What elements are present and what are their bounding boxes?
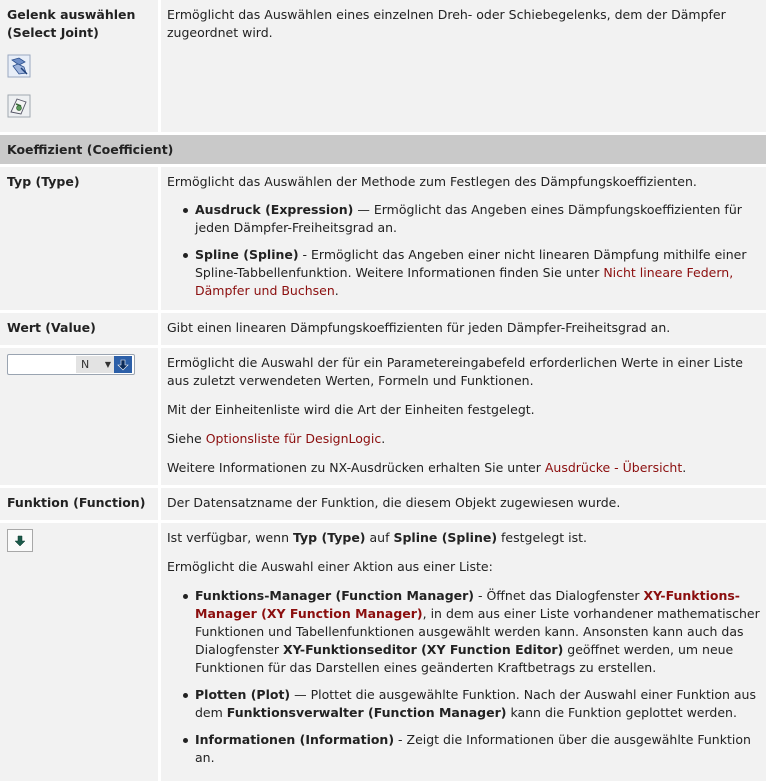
term-cell (0, 0, 160, 134)
description-cell (160, 312, 766, 347)
option-list (167, 201, 760, 300)
text: , in dem aus einer Liste vorhandener mathematischer Funktionen und Tabellenfunktionen ausgewählt werden kann. Ansonsten kann auch das Dialogfenster (195, 606, 760, 657)
table-row (0, 0, 766, 134)
list-item (195, 246, 760, 300)
list-item (195, 201, 760, 237)
description-cell (160, 347, 766, 487)
section-row (0, 134, 766, 166)
designlogic-link[interactable]: Optionsliste für DesignLogic (206, 431, 382, 446)
function-options-button[interactable] (7, 529, 33, 552)
description-cell (160, 487, 766, 522)
description: Der Datensatzname der Funktion, die diesem Objekt zugewiesen wurde. (167, 494, 760, 512)
arrow-down-icon (14, 535, 26, 547)
text: festgelegt ist. (497, 530, 587, 545)
term-label: Typ (Type) (7, 174, 80, 189)
list-item (195, 686, 760, 722)
paragraph (167, 529, 760, 547)
text: Siehe (167, 431, 206, 446)
table-row (0, 522, 766, 783)
table-row (0, 347, 766, 487)
table-row (0, 487, 766, 522)
arrow-down-icon (117, 359, 129, 371)
bold-text: XY-Funktionseditor (XY Function Editor) (283, 642, 563, 657)
xy-function-manager-link[interactable]: XY-Funktions-Manager (XY Function Manager) (195, 588, 740, 621)
bold-text: Funktionsverwalter (Function Manager) (227, 705, 507, 720)
text: — Plottet die ausgewählte Funktion. Nach der Auswahl einer Funktion aus dem (195, 687, 756, 720)
bold-text: Spline (Spline) (393, 530, 497, 545)
term-cell (0, 312, 160, 347)
select-joint-icon[interactable] (7, 54, 31, 78)
text: . (682, 460, 686, 475)
paragraph: Ermöglicht die Auswahl der für ein Parametereingabefeld erforderlichen Werte in einer Liste aus zuletzt verwendeten Werten, Formeln und Funktionen. (167, 354, 760, 390)
description: Ermöglicht das Auswählen der Methode zum Festlegen des Dämpfungskoeffizienten. (167, 173, 760, 191)
text: - Öffnet das Dialogfenster (474, 588, 644, 603)
term-cell (0, 347, 160, 487)
value-field-widget (7, 354, 135, 375)
option-text: — Ermöglicht das Angeben eines Dämpfungskoeffizienten für jeden Dämpfer-Freiheitsgrad an. (195, 202, 742, 235)
term-label: Funktion (Function) (7, 495, 145, 510)
option-text-end: . (335, 283, 339, 298)
select-joint-alt-icon[interactable] (7, 94, 31, 118)
paragraph (167, 430, 760, 448)
text: auf (366, 530, 394, 545)
action-list (167, 587, 760, 767)
expressions-link[interactable]: Ausdrücke - Übersicht (545, 460, 682, 475)
paragraph: Ermöglicht die Auswahl einer Aktion aus einer Liste: (167, 558, 760, 576)
text: Ist verfügbar, wenn (167, 530, 293, 545)
text: kann die Funktion geplottet werden. (506, 705, 736, 720)
bold-text: Typ (Type) (293, 530, 366, 545)
term-cell (0, 522, 160, 783)
table-row (0, 312, 766, 347)
description-cell (160, 0, 766, 134)
section-header: Koeffizient (Coefficient) (0, 134, 766, 166)
term-label: Gelenk auswählen (Select Joint) (7, 6, 152, 42)
option-name: Funktions-Manager (Function Manager) (195, 588, 474, 603)
term-label: Wert (Value) (7, 320, 96, 335)
paragraph (167, 459, 760, 477)
term-cell (0, 487, 160, 522)
nonlinear-link[interactable]: Nicht lineare Federn, Dämpfer und Buchsen (195, 265, 733, 298)
option-text: - Ermöglicht das Angeben einer nicht linearen Dämpfung mithilfe einer Spline-Tabbellenfunktion. Weitere Informationen finden Sie unter (195, 247, 747, 280)
unit-select[interactable] (76, 356, 114, 373)
term-cell (0, 166, 160, 312)
list-item (195, 731, 760, 767)
description-cell (160, 522, 766, 783)
paragraph: Mit der Einheitenliste wird die Art der Einheiten festgelegt. (167, 401, 760, 419)
text: geöffnet werden, um neue Funktionen für das Darstellen eines geänderten Kraftbetrags zu erstellen. (195, 642, 733, 675)
description-cell (160, 166, 766, 312)
option-name: Plotten (Plot) (195, 687, 290, 702)
value-input[interactable] (8, 356, 76, 373)
description: Gibt einen linearen Dämpfungskoeffizienten für jeden Dämpfer-Freiheitsgrad an. (167, 319, 760, 337)
text: - Zeigt die Informationen über die ausgewählte Funktion an. (195, 732, 751, 765)
chevron-down-icon: ▼ (105, 356, 111, 374)
options-arrow-button[interactable] (114, 356, 132, 373)
list-item (195, 587, 760, 677)
option-name: Informationen (Information) (195, 732, 394, 747)
table-row (0, 166, 766, 312)
option-name: Spline (Spline) (195, 247, 299, 262)
text: Weitere Informationen zu NX-Ausdrücken erhalten Sie unter (167, 460, 545, 475)
text: . (381, 431, 385, 446)
unit-label: N (81, 356, 89, 374)
option-name: Ausdruck (Expression) (195, 202, 353, 217)
description: Ermöglicht das Auswählen eines einzelnen Dreh- oder Schiebegelenks, dem der Dämpfer zugeordnet wird. (167, 6, 760, 42)
